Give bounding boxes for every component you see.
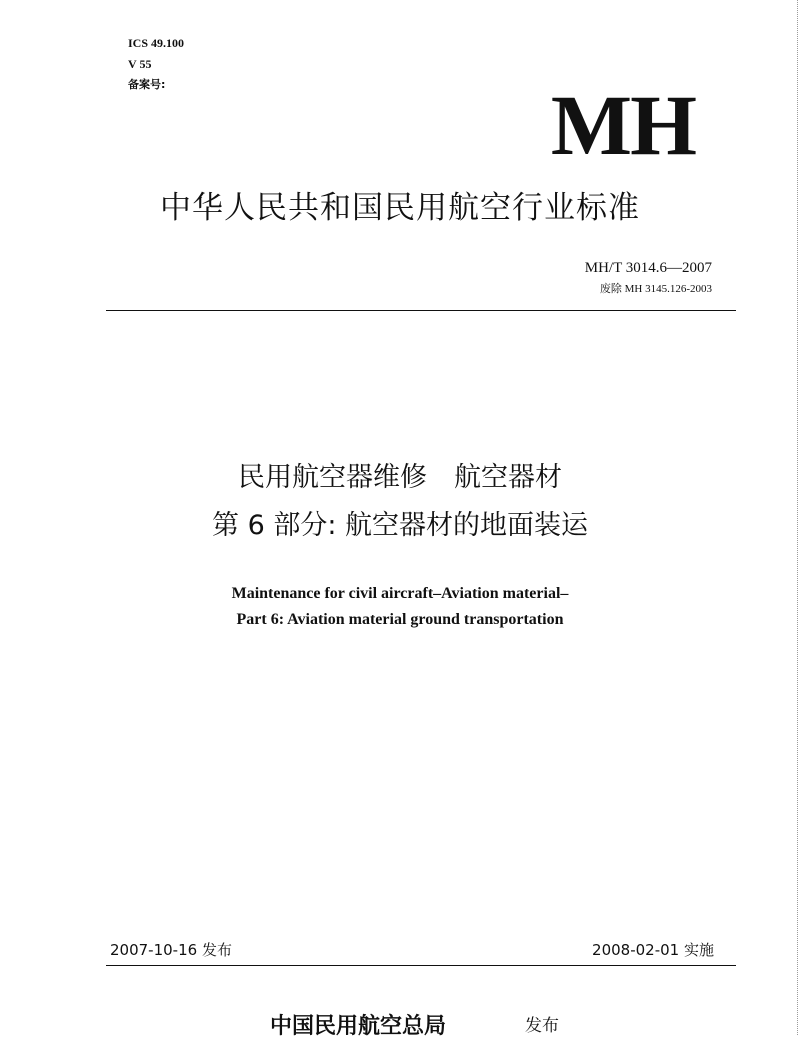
document-title-zh-line2: 第 6 部分: 航空器材的地面装运	[211, 510, 589, 541]
implementation-date: 2008-02-01 实施	[592, 941, 714, 959]
replaces-note: 废除 MH 3145.126-2003	[599, 283, 712, 295]
publish-label: 发布	[525, 1016, 559, 1036]
filing-number-label: 备案号:	[128, 78, 166, 91]
document-title-en-line2: Part 6: Aviation material ground transportation	[236, 611, 564, 628]
standard-code: MH/T 3014.6—2007	[584, 260, 712, 276]
standard-title: 中华人民共和国民用航空行业标准	[160, 190, 640, 226]
classification-code: V 55	[128, 57, 152, 71]
top-divider	[106, 310, 736, 311]
bottom-divider	[106, 965, 736, 966]
ics-code: ICS 49.100	[128, 36, 185, 50]
mh-logo: MH	[550, 77, 695, 173]
scan-edge-line	[797, 0, 798, 1035]
issue-date: 2007-10-16 发布	[110, 941, 232, 959]
document-title-en-line1: Maintenance for civil aircraft–Aviation material–	[231, 585, 569, 602]
publisher-name: 中国民用航空总局	[270, 1013, 447, 1039]
document-title-zh-line1: 民用航空器维修 航空器材	[238, 462, 562, 493]
